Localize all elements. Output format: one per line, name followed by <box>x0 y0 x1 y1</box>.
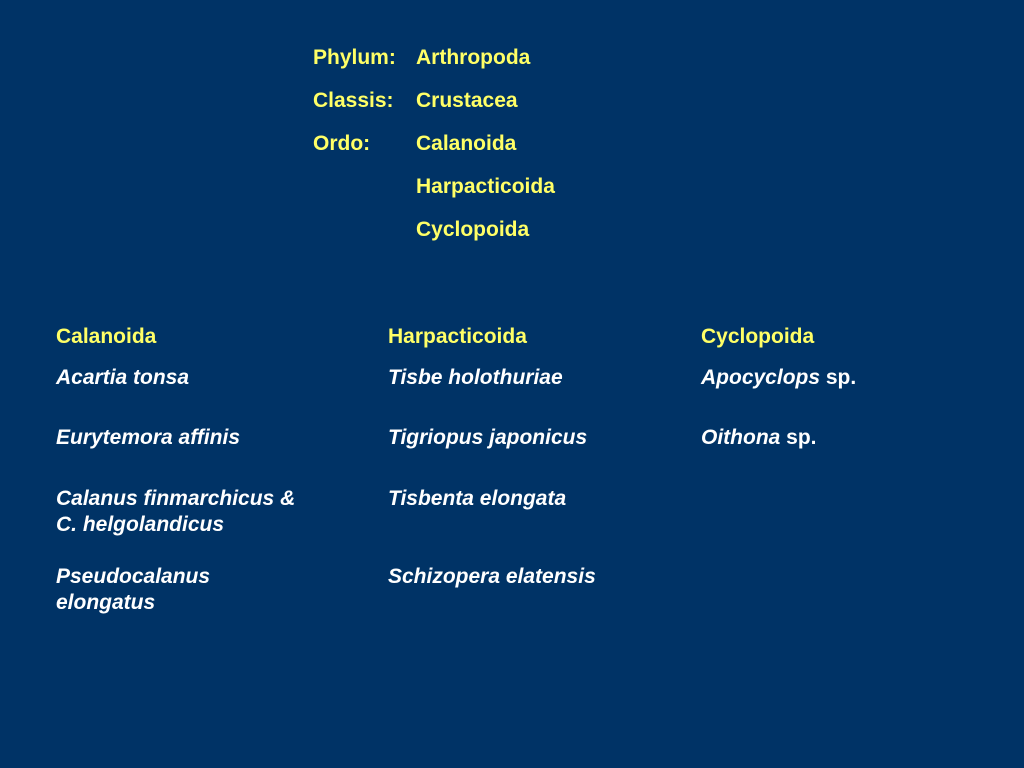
ordo-value-harpacticoida: Harpacticoida <box>416 175 555 198</box>
species-schizopera-elatensis: Schizopera elatensis <box>388 565 596 588</box>
ordo-value-calanoida: Calanoida <box>416 132 517 155</box>
species-tisbenta-elongata: Tisbenta elongata <box>388 487 567 510</box>
classis-value: Crustacea <box>416 89 518 112</box>
species-acartia-tonsa: Acartia tonsa <box>56 366 190 389</box>
ordo-value-cyclopoida: Cyclopoida <box>416 218 530 241</box>
species-tigriopus-japonicus: Tigriopus japonicus <box>388 426 588 449</box>
phylum-value: Arthropoda <box>416 46 531 69</box>
column-header-calanoida: Calanoida <box>56 325 157 348</box>
column-header-cyclopoida: Cyclopoida <box>701 325 815 348</box>
ordo-label: Ordo: <box>313 132 371 155</box>
phylum-label: Phylum: <box>313 46 396 69</box>
species-oithona: Oithona sp. <box>701 426 817 449</box>
classis-label: Classis: <box>313 89 394 112</box>
species-apocyclops: Apocyclops sp. <box>701 366 857 389</box>
species-calanus: Calanus finmarchicus & C. helgolandicus <box>56 487 296 536</box>
species-tisbe-holothuriae: Tisbe holothuriae <box>388 366 563 389</box>
species-pseudocalanus: Pseudocalanus elongatus <box>56 565 211 614</box>
species-eurytemora-affinis: Eurytemora affinis <box>56 426 241 449</box>
column-header-harpacticoida: Harpacticoida <box>388 325 527 348</box>
